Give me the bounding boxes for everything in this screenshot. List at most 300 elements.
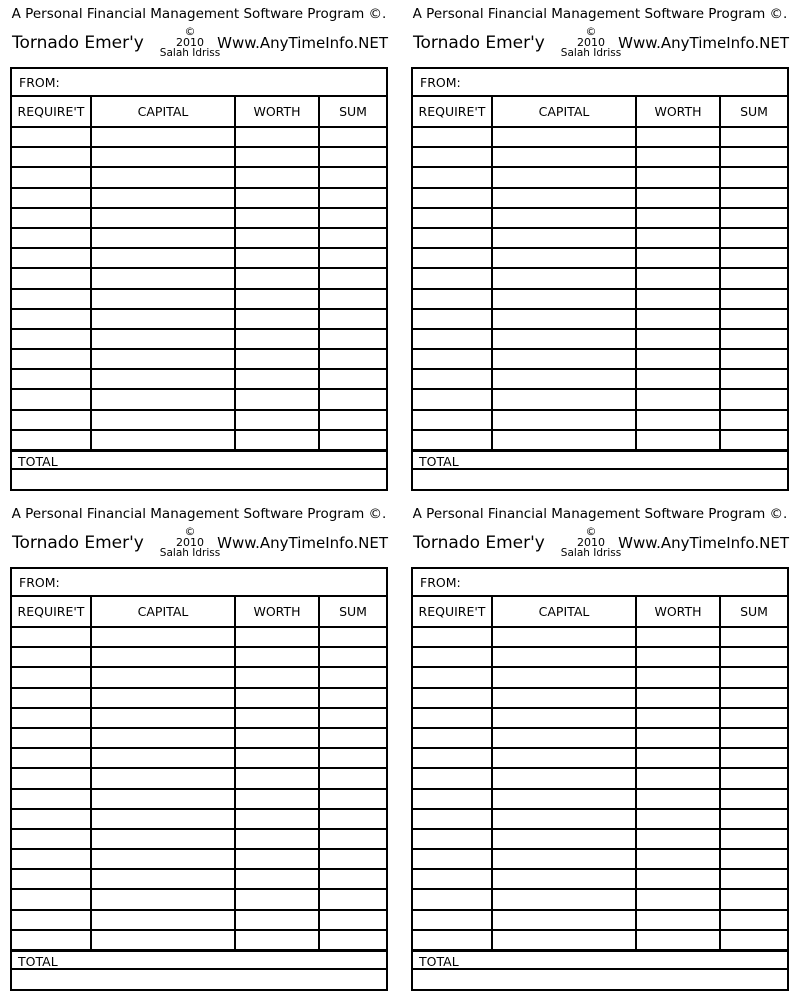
cell-sum[interactable] — [720, 268, 787, 288]
total-row[interactable] — [413, 950, 787, 970]
cell-worth[interactable] — [235, 329, 319, 349]
cell-requiret[interactable] — [413, 410, 492, 430]
cell-requiret[interactable] — [12, 349, 91, 369]
copyright-icon: © — [184, 25, 196, 38]
cell-worth[interactable] — [235, 869, 319, 889]
cell-worth[interactable] — [235, 647, 319, 667]
cell-requiret[interactable] — [12, 389, 91, 409]
cell-capital[interactable] — [492, 829, 636, 849]
cell-capital[interactable] — [492, 389, 636, 409]
cell-sum[interactable] — [720, 930, 787, 950]
cell-sum[interactable] — [720, 147, 787, 167]
cell-requiret[interactable] — [12, 789, 91, 809]
cell-worth[interactable] — [235, 829, 319, 849]
cell-capital[interactable] — [91, 809, 235, 829]
cell-capital[interactable] — [492, 208, 636, 228]
cell-requiret[interactable] — [12, 188, 91, 208]
cell-requiret[interactable] — [413, 688, 492, 708]
cell-capital[interactable] — [91, 910, 235, 930]
cell-requiret[interactable] — [12, 809, 91, 829]
cell-capital[interactable] — [91, 208, 235, 228]
cell-capital[interactable] — [492, 748, 636, 768]
website-link[interactable]: Www.AnyTimeInfo.NET — [217, 534, 388, 552]
cell-sum[interactable] — [319, 430, 386, 450]
cell-capital[interactable] — [91, 188, 235, 208]
cell-capital[interactable] — [91, 889, 235, 909]
cell-capital[interactable] — [91, 849, 235, 869]
table-header-row — [12, 597, 386, 627]
cell-sum[interactable] — [720, 849, 787, 869]
cell-worth[interactable] — [235, 930, 319, 950]
cell-sum[interactable] — [319, 268, 386, 288]
cell-sum[interactable] — [319, 167, 386, 187]
cell-requiret[interactable] — [12, 410, 91, 430]
cell-sum[interactable] — [720, 309, 787, 329]
cell-sum[interactable] — [720, 708, 787, 728]
cell-worth[interactable] — [636, 667, 720, 687]
cell-sum[interactable] — [720, 688, 787, 708]
cell-sum[interactable] — [319, 349, 386, 369]
cell-requiret[interactable] — [413, 910, 492, 930]
cell-sum[interactable] — [720, 627, 787, 647]
cell-sum[interactable] — [319, 869, 386, 889]
cell-worth[interactable] — [636, 869, 720, 889]
cell-sum[interactable] — [319, 248, 386, 268]
cell-sum[interactable] — [319, 127, 386, 147]
cell-sum[interactable] — [720, 248, 787, 268]
cell-capital[interactable] — [91, 748, 235, 768]
cell-sum[interactable] — [319, 829, 386, 849]
cell-worth[interactable] — [636, 410, 720, 430]
cell-worth[interactable] — [235, 728, 319, 748]
cell-sum[interactable] — [720, 667, 787, 687]
cell-sum[interactable] — [720, 768, 787, 788]
cell-requiret[interactable] — [12, 127, 91, 147]
ledger-sheet — [411, 567, 789, 991]
cell-worth[interactable] — [235, 188, 319, 208]
cell-capital[interactable] — [492, 188, 636, 208]
cell-requiret[interactable] — [413, 349, 492, 369]
cell-sum[interactable] — [720, 748, 787, 768]
column-header-requiret: REQUIRE'T — [413, 97, 492, 127]
table-row — [413, 309, 787, 329]
cell-capital[interactable] — [91, 647, 235, 667]
cell-requiret[interactable] — [413, 849, 492, 869]
cell-capital[interactable] — [492, 910, 636, 930]
table-row — [12, 369, 386, 389]
cell-capital[interactable] — [492, 930, 636, 950]
cell-worth[interactable] — [636, 389, 720, 409]
cell-capital[interactable] — [91, 147, 235, 167]
cell-sum[interactable] — [720, 869, 787, 889]
cell-requiret[interactable] — [12, 829, 91, 849]
cell-worth[interactable] — [636, 208, 720, 228]
ledger-sheet — [10, 567, 388, 991]
cell-worth[interactable] — [636, 809, 720, 829]
cell-worth[interactable] — [235, 627, 319, 647]
cell-capital[interactable] — [492, 667, 636, 687]
cell-capital[interactable] — [492, 688, 636, 708]
table-row — [12, 248, 386, 268]
cell-sum[interactable] — [720, 127, 787, 147]
cell-worth[interactable] — [636, 728, 720, 748]
cell-worth[interactable] — [636, 329, 720, 349]
cell-capital[interactable] — [492, 430, 636, 450]
cell-requiret[interactable] — [413, 430, 492, 450]
cell-requiret[interactable] — [413, 809, 492, 829]
cell-worth[interactable] — [636, 647, 720, 667]
cell-worth[interactable] — [235, 127, 319, 147]
cell-capital[interactable] — [91, 410, 235, 430]
cell-sum[interactable] — [319, 667, 386, 687]
cell-sum[interactable] — [319, 627, 386, 647]
cell-sum[interactable] — [319, 647, 386, 667]
cell-worth[interactable] — [636, 688, 720, 708]
cell-sum[interactable] — [720, 789, 787, 809]
cell-worth[interactable] — [636, 248, 720, 268]
cell-capital[interactable] — [492, 410, 636, 430]
cell-capital[interactable] — [91, 930, 235, 950]
cell-requiret[interactable] — [12, 768, 91, 788]
cell-requiret[interactable] — [413, 829, 492, 849]
cell-requiret[interactable] — [413, 228, 492, 248]
cell-sum[interactable] — [720, 188, 787, 208]
cell-capital[interactable] — [91, 708, 235, 728]
cell-worth[interactable] — [636, 708, 720, 728]
cell-requiret[interactable] — [12, 910, 91, 930]
cell-worth[interactable] — [235, 410, 319, 430]
cell-worth[interactable] — [636, 930, 720, 950]
cell-sum[interactable] — [319, 329, 386, 349]
cell-requiret[interactable] — [413, 889, 492, 909]
cell-sum[interactable] — [319, 188, 386, 208]
cell-requiret[interactable] — [413, 869, 492, 889]
cell-capital[interactable] — [492, 889, 636, 909]
cell-worth[interactable] — [235, 708, 319, 728]
cell-requiret[interactable] — [413, 369, 492, 389]
from-row[interactable] — [12, 569, 386, 597]
cell-worth[interactable] — [235, 430, 319, 450]
cell-worth[interactable] — [235, 889, 319, 909]
table-row — [12, 627, 386, 647]
cell-worth[interactable] — [636, 889, 720, 909]
table-row — [413, 268, 787, 288]
cell-sum[interactable] — [319, 728, 386, 748]
table-row — [12, 188, 386, 208]
cell-requiret[interactable] — [12, 708, 91, 728]
cell-requiret[interactable] — [12, 248, 91, 268]
cell-capital[interactable] — [492, 369, 636, 389]
cell-capital[interactable] — [91, 789, 235, 809]
cell-requiret[interactable] — [12, 329, 91, 349]
cell-requiret[interactable] — [413, 188, 492, 208]
cell-worth[interactable] — [636, 369, 720, 389]
cell-requiret[interactable] — [12, 369, 91, 389]
column-header-requiret: REQUIRE'T — [12, 597, 91, 627]
cell-requiret[interactable] — [12, 147, 91, 167]
cell-sum[interactable] — [319, 147, 386, 167]
table-row — [413, 667, 787, 687]
cell-sum[interactable] — [720, 389, 787, 409]
cell-worth[interactable] — [235, 809, 319, 829]
cell-capital[interactable] — [492, 289, 636, 309]
cell-sum[interactable] — [720, 369, 787, 389]
cell-requiret[interactable] — [413, 309, 492, 329]
cell-capital[interactable] — [91, 248, 235, 268]
cell-capital[interactable] — [492, 849, 636, 869]
cell-requiret[interactable] — [12, 688, 91, 708]
table-row — [12, 667, 386, 687]
cell-worth[interactable] — [636, 748, 720, 768]
cell-capital[interactable] — [91, 369, 235, 389]
cell-capital[interactable] — [91, 389, 235, 409]
column-header-sum: SUM — [720, 597, 787, 627]
cell-requiret[interactable] — [12, 667, 91, 687]
cell-requiret[interactable] — [12, 309, 91, 329]
cell-sum[interactable] — [319, 688, 386, 708]
cell-capital[interactable] — [492, 268, 636, 288]
cell-requiret[interactable] — [413, 768, 492, 788]
cell-requiret[interactable] — [413, 627, 492, 647]
cell-worth[interactable] — [235, 789, 319, 809]
cell-worth[interactable] — [235, 667, 319, 687]
cell-sum[interactable] — [720, 889, 787, 909]
cell-requiret[interactable] — [12, 627, 91, 647]
cell-requiret[interactable] — [12, 430, 91, 450]
cell-worth[interactable] — [636, 188, 720, 208]
table-row — [413, 708, 787, 728]
cell-worth[interactable] — [235, 349, 319, 369]
cell-worth[interactable] — [235, 369, 319, 389]
cell-capital[interactable] — [91, 688, 235, 708]
website-link[interactable]: Www.AnyTimeInfo.NET — [618, 534, 789, 552]
cell-capital[interactable] — [492, 627, 636, 647]
cell-sum[interactable] — [319, 369, 386, 389]
cell-sum[interactable] — [319, 208, 386, 228]
cell-sum[interactable] — [319, 809, 386, 829]
cell-sum[interactable] — [319, 930, 386, 950]
cell-capital[interactable] — [91, 289, 235, 309]
cell-worth[interactable] — [235, 389, 319, 409]
total-row[interactable] — [12, 950, 386, 970]
cell-worth[interactable] — [636, 309, 720, 329]
program-title: A Personal Financial Management Software Program ©. — [11, 506, 387, 522]
cell-worth[interactable] — [636, 768, 720, 788]
cell-sum[interactable] — [319, 849, 386, 869]
cell-capital[interactable] — [91, 869, 235, 889]
cell-worth[interactable] — [235, 768, 319, 788]
total-row[interactable] — [413, 450, 787, 470]
cell-sum[interactable] — [720, 910, 787, 930]
cell-capital[interactable] — [91, 127, 235, 147]
cell-capital[interactable] — [492, 768, 636, 788]
cell-worth[interactable] — [235, 228, 319, 248]
cell-capital[interactable] — [492, 869, 636, 889]
cell-requiret[interactable] — [12, 748, 91, 768]
table-row — [413, 768, 787, 788]
cell-capital[interactable] — [492, 228, 636, 248]
cell-worth[interactable] — [235, 748, 319, 768]
cell-worth[interactable] — [235, 910, 319, 930]
website-link[interactable]: Www.AnyTimeInfo.NET — [618, 34, 789, 52]
cell-sum[interactable] — [319, 789, 386, 809]
cell-capital[interactable] — [91, 228, 235, 248]
cell-capital[interactable] — [91, 268, 235, 288]
cell-sum[interactable] — [319, 389, 386, 409]
cell-capital[interactable] — [492, 167, 636, 187]
cell-worth[interactable] — [636, 349, 720, 369]
cell-sum[interactable] — [319, 768, 386, 788]
app-name: Tornado Emer'y — [413, 533, 545, 553]
cell-capital[interactable] — [492, 789, 636, 809]
table-header-row — [413, 97, 787, 127]
table-row — [413, 869, 787, 889]
cell-worth[interactable] — [636, 829, 720, 849]
cell-capital[interactable] — [492, 728, 636, 748]
cell-worth[interactable] — [235, 248, 319, 268]
cell-capital[interactable] — [492, 349, 636, 369]
cell-sum[interactable] — [319, 228, 386, 248]
cell-worth[interactable] — [235, 289, 319, 309]
cell-capital[interactable] — [91, 167, 235, 187]
cell-requiret[interactable] — [12, 268, 91, 288]
cell-worth[interactable] — [636, 849, 720, 869]
cell-worth[interactable] — [235, 268, 319, 288]
cell-sum[interactable] — [720, 647, 787, 667]
cell-requiret[interactable] — [12, 869, 91, 889]
website-link[interactable]: Www.AnyTimeInfo.NET — [217, 34, 388, 52]
cell-requiret[interactable] — [12, 849, 91, 869]
cell-sum[interactable] — [319, 748, 386, 768]
cell-capital[interactable] — [91, 667, 235, 687]
cell-worth[interactable] — [636, 167, 720, 187]
cell-sum[interactable] — [319, 410, 386, 430]
table-row — [413, 789, 787, 809]
cell-capital[interactable] — [492, 309, 636, 329]
cell-sum[interactable] — [319, 910, 386, 930]
cell-requiret[interactable] — [413, 748, 492, 768]
cell-sum[interactable] — [720, 167, 787, 187]
cell-requiret[interactable] — [413, 127, 492, 147]
table-row — [12, 809, 386, 829]
cell-requiret[interactable] — [413, 647, 492, 667]
cell-requiret[interactable] — [413, 248, 492, 268]
cell-requiret[interactable] — [12, 930, 91, 950]
cell-sum[interactable] — [720, 809, 787, 829]
cell-requiret[interactable] — [413, 268, 492, 288]
cell-worth[interactable] — [636, 627, 720, 647]
table-row — [12, 910, 386, 930]
cell-capital[interactable] — [492, 809, 636, 829]
cell-worth[interactable] — [235, 309, 319, 329]
cell-requiret[interactable] — [413, 208, 492, 228]
column-header-worth: WORTH — [636, 97, 720, 127]
from-row[interactable] — [413, 569, 787, 597]
cell-capital[interactable] — [91, 329, 235, 349]
cell-worth[interactable] — [235, 208, 319, 228]
cell-sum[interactable] — [720, 349, 787, 369]
table-row — [413, 329, 787, 349]
cell-capital[interactable] — [492, 647, 636, 667]
cell-requiret[interactable] — [413, 708, 492, 728]
column-header-capital: CAPITAL — [492, 597, 636, 627]
cell-sum[interactable] — [720, 829, 787, 849]
cell-sum[interactable] — [319, 289, 386, 309]
cell-worth[interactable] — [636, 789, 720, 809]
cell-capital[interactable] — [492, 708, 636, 728]
cell-capital[interactable] — [91, 349, 235, 369]
cell-requiret[interactable] — [413, 728, 492, 748]
cell-sum[interactable] — [319, 889, 386, 909]
cell-sum[interactable] — [319, 309, 386, 329]
cell-requiret[interactable] — [413, 329, 492, 349]
cell-requiret[interactable] — [413, 289, 492, 309]
cell-capital[interactable] — [91, 829, 235, 849]
cell-worth[interactable] — [235, 167, 319, 187]
ledger-table — [12, 597, 386, 951]
cell-worth[interactable] — [235, 849, 319, 869]
cell-requiret[interactable] — [12, 208, 91, 228]
cell-worth[interactable] — [636, 228, 720, 248]
cell-worth[interactable] — [235, 147, 319, 167]
total-row[interactable] — [12, 450, 386, 470]
from-label: FROM: — [420, 75, 461, 90]
cell-worth[interactable] — [636, 289, 720, 309]
table-row — [12, 768, 386, 788]
cell-sum[interactable] — [720, 728, 787, 748]
cell-worth[interactable] — [636, 127, 720, 147]
cell-worth[interactable] — [636, 910, 720, 930]
cell-requiret[interactable] — [413, 667, 492, 687]
from-row[interactable] — [413, 69, 787, 97]
cell-capital[interactable] — [492, 147, 636, 167]
cell-requiret[interactable] — [12, 647, 91, 667]
cell-capital[interactable] — [91, 309, 235, 329]
cell-worth[interactable] — [636, 268, 720, 288]
cell-capital[interactable] — [492, 329, 636, 349]
cell-requiret[interactable] — [12, 728, 91, 748]
cell-requiret[interactable] — [12, 228, 91, 248]
cell-worth[interactable] — [235, 688, 319, 708]
cell-requiret[interactable] — [12, 167, 91, 187]
cell-capital[interactable] — [91, 430, 235, 450]
cell-sum[interactable] — [720, 228, 787, 248]
cell-requiret[interactable] — [413, 930, 492, 950]
cell-capital[interactable] — [91, 768, 235, 788]
cell-requiret[interactable] — [413, 147, 492, 167]
cell-requiret[interactable] — [12, 889, 91, 909]
cell-requiret[interactable] — [12, 289, 91, 309]
table-row — [12, 147, 386, 167]
cell-capital[interactable] — [492, 127, 636, 147]
cell-capital[interactable] — [492, 248, 636, 268]
cell-sum[interactable] — [319, 708, 386, 728]
cell-sum[interactable] — [720, 329, 787, 349]
cell-requiret[interactable] — [413, 167, 492, 187]
column-header-requiret: REQUIRE'T — [12, 97, 91, 127]
cell-worth[interactable] — [636, 430, 720, 450]
cell-sum[interactable] — [720, 289, 787, 309]
cell-sum[interactable] — [720, 430, 787, 450]
cell-sum[interactable] — [720, 410, 787, 430]
cell-worth[interactable] — [636, 147, 720, 167]
cell-sum[interactable] — [720, 208, 787, 228]
cell-requiret[interactable] — [413, 389, 492, 409]
cell-capital[interactable] — [91, 627, 235, 647]
cell-capital[interactable] — [91, 728, 235, 748]
from-row[interactable] — [12, 69, 386, 97]
cell-requiret[interactable] — [413, 789, 492, 809]
